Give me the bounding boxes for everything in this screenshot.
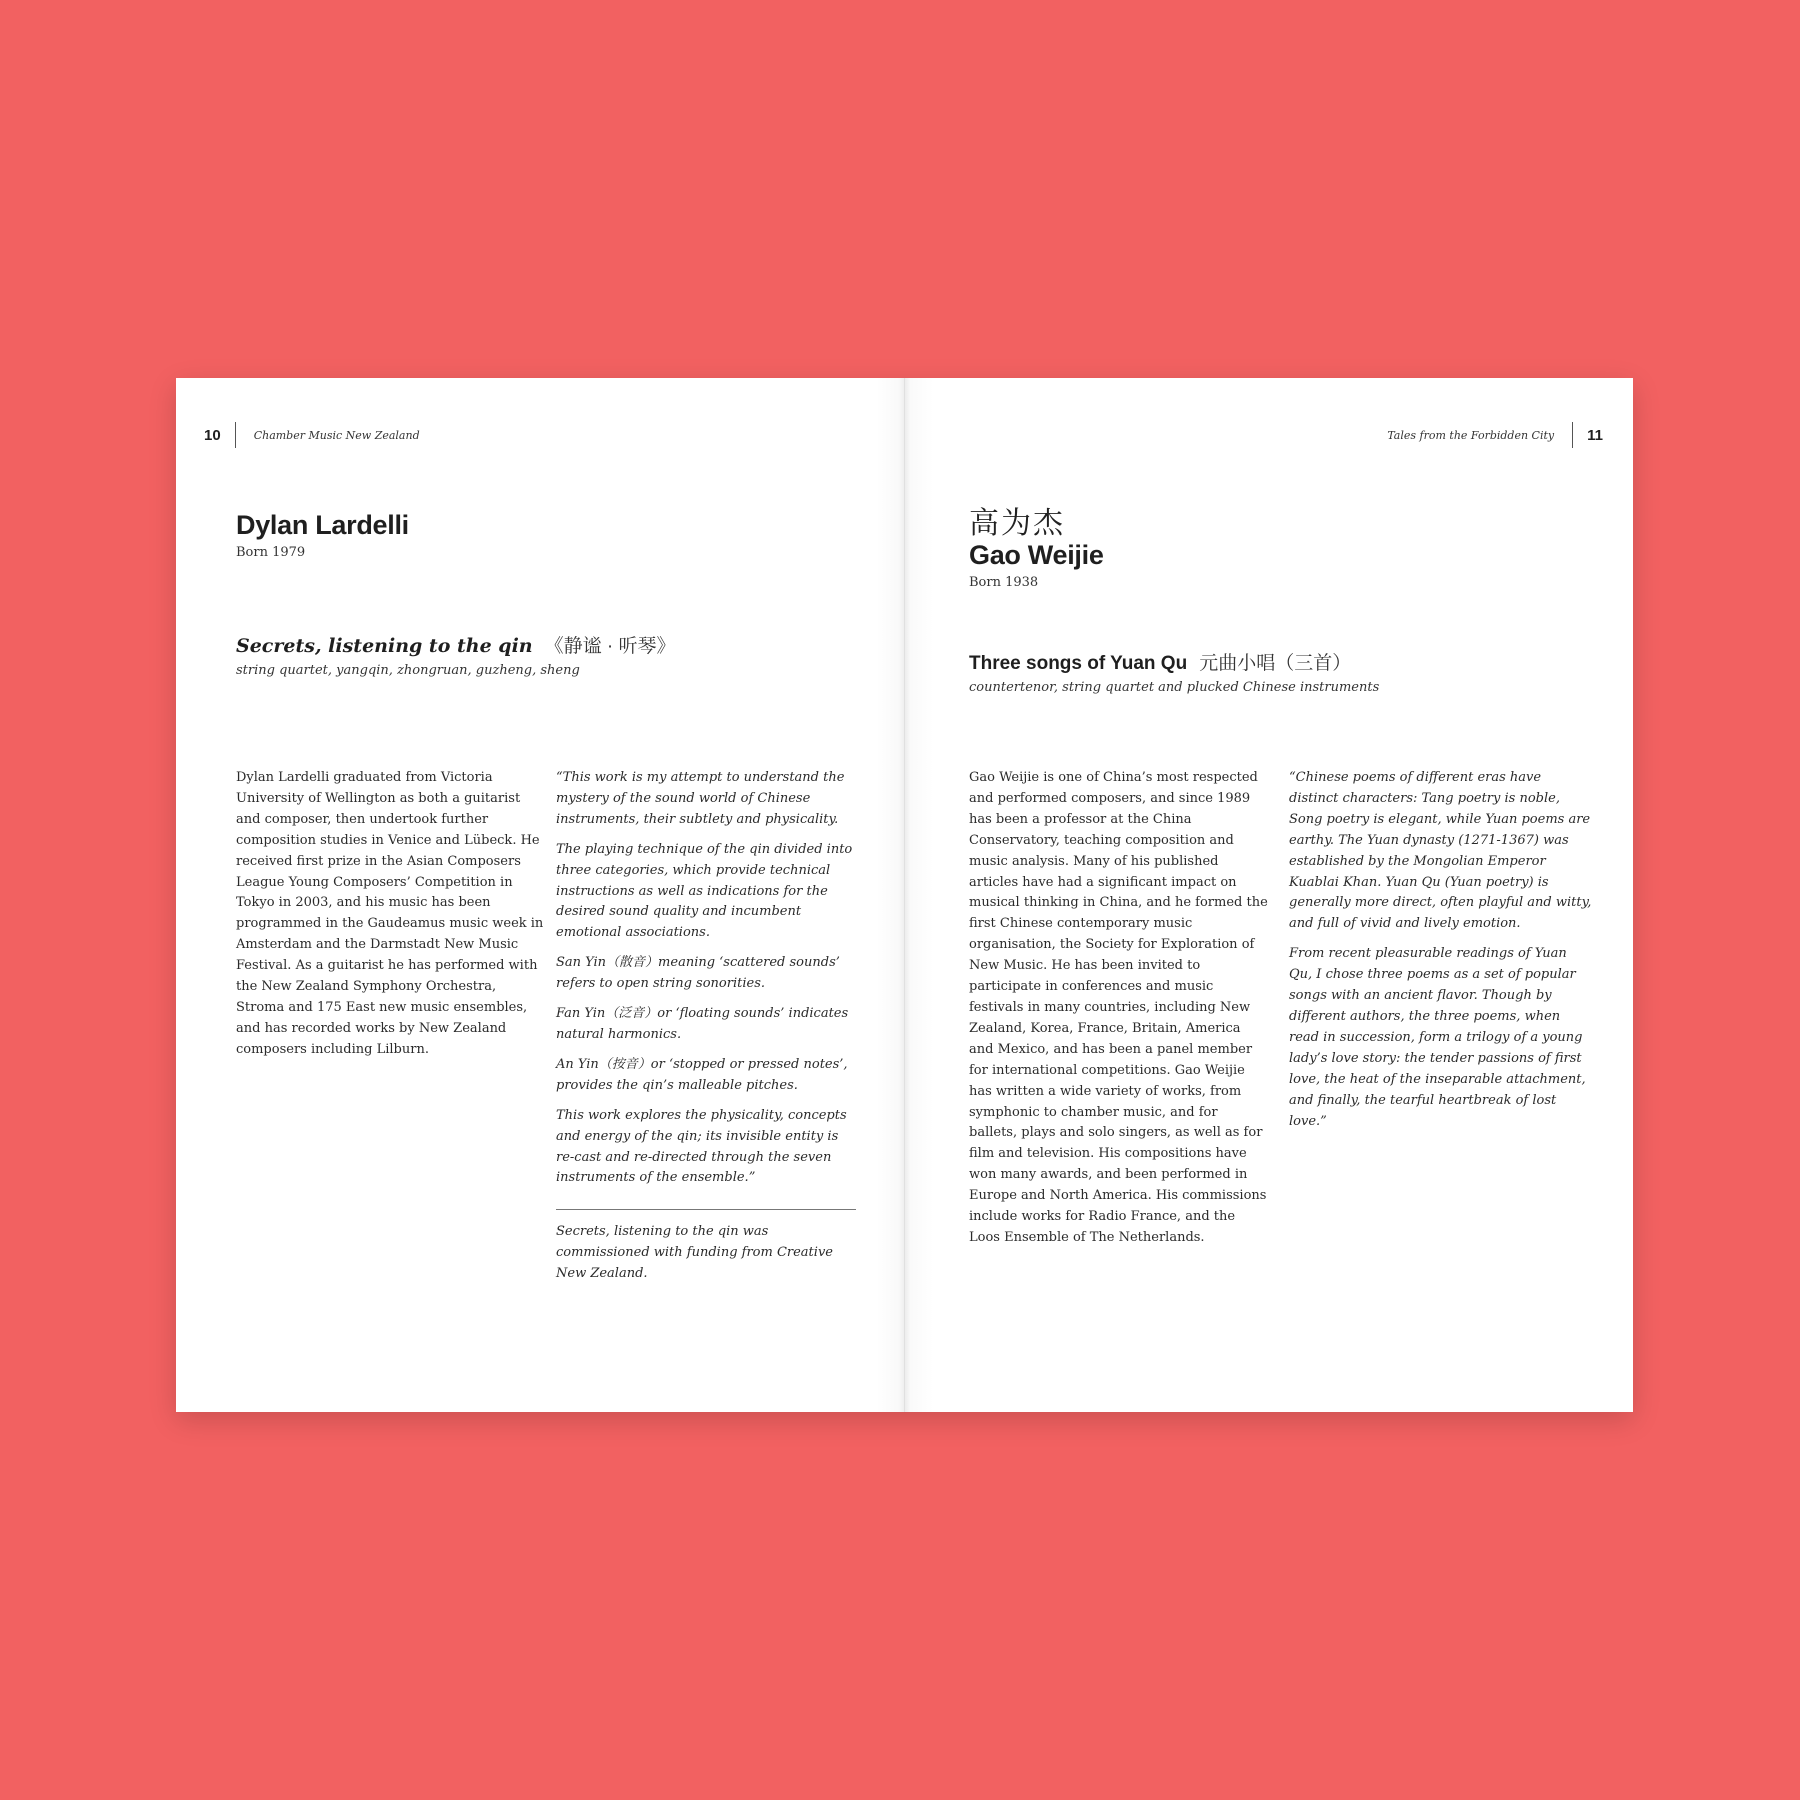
- page-number: 11: [1587, 426, 1603, 444]
- running-title: Tales from the Forbidden City: [1387, 428, 1555, 442]
- work-title-cn: 《静谧 · 听琴》: [544, 636, 676, 657]
- work-title-cn: 元曲小唱（三首）: [1199, 653, 1352, 674]
- quote-paragraph: “Chinese poems of different eras have distinct characters: Tang poetry is noble, Song poetry is elegant, while Yuan poems are earthy. The Yuan dynasty (1271-1367) was established by the Mongolian Emperor Kuablai Khan. Yuan Qu (Yuan poetry) is generally more direct, often playful and witty, and full of vivid and lively emotion.: [1289, 770, 1592, 932]
- running-header-left: [204, 422, 420, 448]
- quote-paragraph: This work explores the physicality, concepts and energy of the qin; its invisible entity is re-cast and re-directed through the seven instruments of the ensemble.”: [556, 1107, 847, 1186]
- commission-note: [556, 1222, 856, 1285]
- program-note-quote: [556, 768, 856, 1294]
- spine-fold: [904, 378, 905, 1412]
- work-heading: [969, 652, 1379, 695]
- instrumentation: countertenor, string quartet and plucked Chinese instruments: [969, 680, 1380, 695]
- program-note-quote: [1289, 768, 1593, 1141]
- composer-born: Born 1938: [969, 575, 1039, 590]
- bio-paragraph: Gao Weijie is one of China’s most respected and performed composers, and since 1989 has been a professor at the China Conservatory, teaching composition and music analysis. Many of his published articles have had a significant impact on musical thinking in China, and he formed the first Chinese contemporary music organisation, the Society for Exploration of New Music. He has been invited to participate in conferences and music festivals in many countries, including New Zealand, Korea, France, Britain, America and Mexico, and has been a panel member for international competitions. Gao Weijie has written a wide variety of works, from symphonic to chamber music, and for ballets, plays and solo singers, as well as for film and television. His compositions have won many awards, and been performed in Europe and North America. His commissions include works for Radio France, and the Loos Ensemble of The Netherlands.: [969, 770, 1268, 1245]
- right-page: [904, 378, 1633, 1412]
- booklet-spread: [176, 378, 1633, 1412]
- composer-heading: [969, 508, 1104, 590]
- header-divider: [235, 422, 236, 448]
- commission-work-title: Secrets, listening to the qin: [556, 1224, 739, 1240]
- quote-paragraph: Fan Yin（泛音）or ‘floating sounds’ indicates natural harmonics.: [556, 1006, 849, 1042]
- composer-name: Dylan Lardelli: [236, 510, 409, 540]
- quote-paragraph: The playing technique of the qin divided into three categories, which provide technical instructions as well as indications for the desired sound quality and incumbent emotional associations.: [556, 841, 853, 941]
- left-page: [176, 378, 904, 1412]
- running-title: Chamber Music New Zealand: [253, 428, 420, 442]
- quote-paragraph: “This work is my attempt to understand the mystery of the sound world of Chinese instruments, their subtlety and physicality.: [556, 770, 845, 827]
- commission-text: was commissioned with funding from Creative New Zealand.: [556, 1224, 833, 1282]
- composer-born: Born 1979: [236, 545, 306, 560]
- quote-paragraph: San Yin（散音）meaning ‘scattered sounds’ refers to open string sonorities.: [556, 955, 840, 992]
- running-header-right: [1387, 422, 1603, 448]
- quote-paragraph: An Yin（按音）or ‘stopped or pressed notes’, provides the qin’s malleable pitches.: [556, 1056, 848, 1093]
- bio-paragraph: Dylan Lardelli graduated from Victoria University of Wellington as both a guitarist and composer, then undertook further composition studies in Venice and Lübeck. He received first prize in the Asian Composers League Young Composers’ Competition in Tokyo in 2003, and his music has been programmed in the Gaudeamus music week in Amsterdam and the Darmstadt New Music Festival. As a guitarist he has performed with the New Zealand Symphony Orchestra, Stroma and 175 East new music ensembles, and has recorded works by New Zealand composers including Lilburn.: [236, 770, 544, 1057]
- work-heading: [236, 634, 676, 678]
- composer-name-cn: 高为杰: [969, 507, 1065, 540]
- composer-bio: [236, 768, 546, 1070]
- composer-heading: [236, 510, 409, 560]
- work-title-en: Three songs of Yuan Qu: [969, 653, 1188, 674]
- header-divider: [1572, 422, 1573, 448]
- commission-divider: [556, 1209, 856, 1210]
- instrumentation: string quartet, yangqin, zhongruan, guzheng, sheng: [236, 663, 580, 678]
- work-title: [969, 652, 1379, 676]
- quote-paragraph: From recent pleasurable readings of Yuan Qu, I chose three poems as a set of popular songs with an ancient flavor. Though by different authors, the three poems, when read in succession, form a trilogy of a young lady’s love story: the tender passions of first love, the heat of the inseparable attachment, and finally, the tearful heartbreak of lost love.”: [1289, 946, 1586, 1129]
- work-title-en: Secrets, listening to the qin: [236, 635, 533, 657]
- composer-name: Gao Weijie: [969, 540, 1104, 570]
- page-number: 10: [204, 426, 221, 444]
- work-title: [236, 634, 676, 659]
- composer-bio: [969, 768, 1269, 1258]
